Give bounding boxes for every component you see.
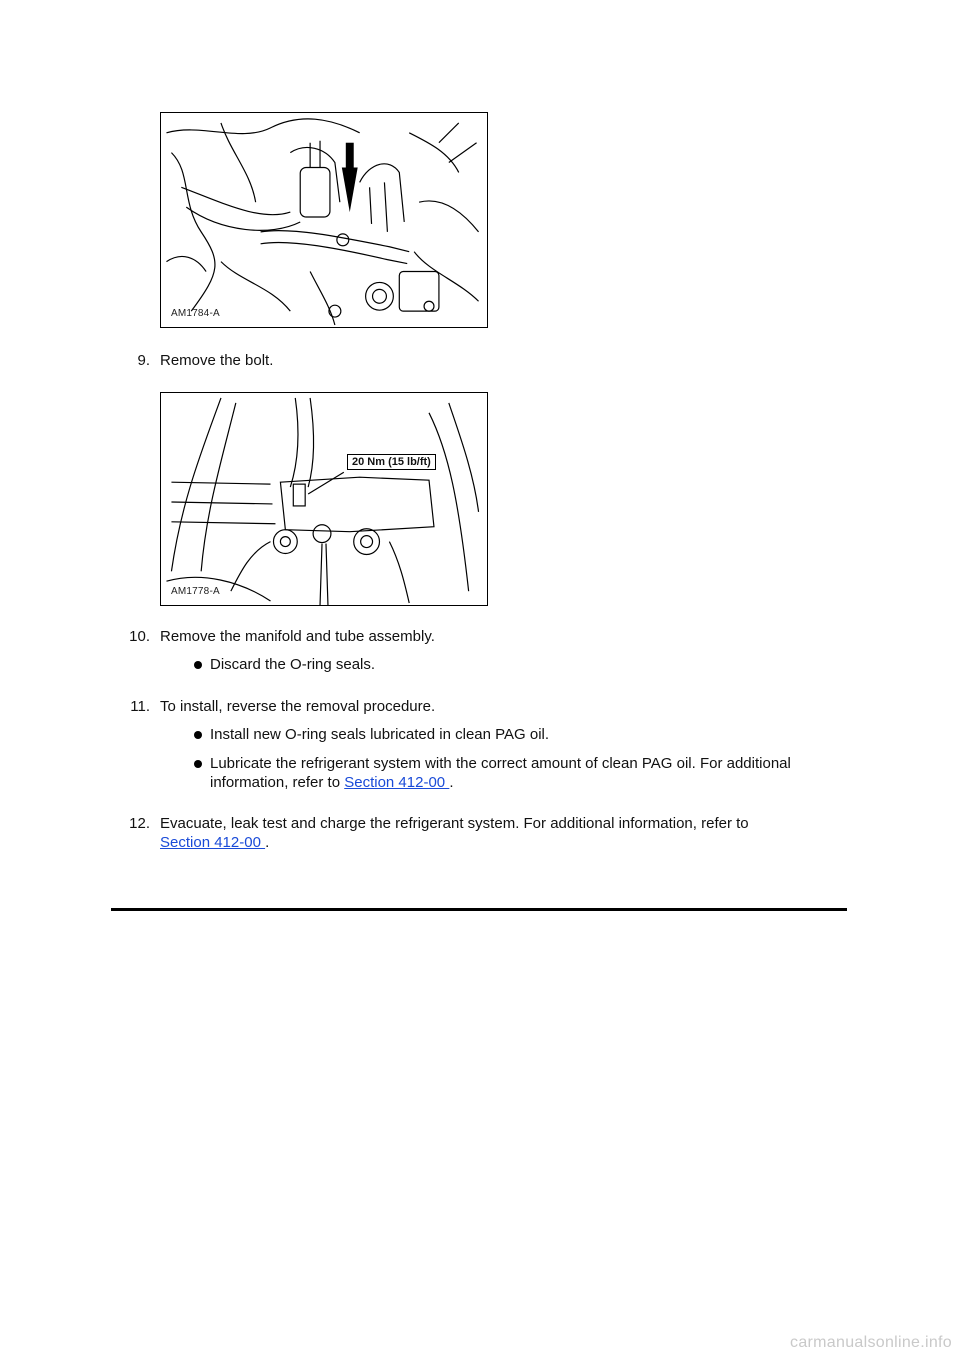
- bullet-dot-icon: [194, 731, 202, 739]
- step-number: 11.: [130, 698, 150, 715]
- step-text: Evacuate, leak test and charge the refrigerant system. For additional information, refer to: [160, 815, 749, 832]
- figure-am1784a: [160, 112, 488, 328]
- bullet-text-line2: information, refer to: [210, 774, 341, 791]
- torque-callout: 20 Nm (15 lb/ft): [347, 454, 436, 470]
- figure-id: AM1784-A: [171, 308, 220, 319]
- bullet-text: Install new O-ring seals lubricated in clean PAG oil.: [210, 726, 550, 743]
- section-412-00-link[interactable]: Section 412-00: [344, 774, 450, 791]
- step-text: To install, reverse the removal procedure.: [160, 698, 436, 715]
- engine-illustration-2: [161, 393, 487, 605]
- step-number: 12.: [129, 815, 150, 832]
- bullet-tail: .: [449, 774, 454, 791]
- figure-id: AM1778-A: [171, 586, 220, 597]
- bullet-text: Lubricate the refrigerant system with the correct amount of clean PAG oil. For additional: [210, 755, 791, 772]
- bullet-text: Discard the O-ring seals.: [210, 656, 376, 673]
- engine-illustration-1: [161, 113, 487, 327]
- horizontal-rule: [111, 908, 847, 911]
- step-tail: .: [265, 834, 270, 851]
- step-number: 9.: [137, 352, 150, 369]
- step-text: Remove the bolt.: [160, 352, 274, 369]
- bullet-dot-icon: [194, 661, 202, 669]
- bullet-dot-icon: [194, 760, 202, 768]
- step-number: 10.: [129, 628, 150, 645]
- step-text: Remove the manifold and tube assembly.: [160, 628, 435, 645]
- section-412-00-link[interactable]: Section 412-00: [160, 834, 266, 851]
- figure-am1778a: [160, 392, 488, 606]
- watermark: carmanualsonline.info: [790, 1334, 952, 1351]
